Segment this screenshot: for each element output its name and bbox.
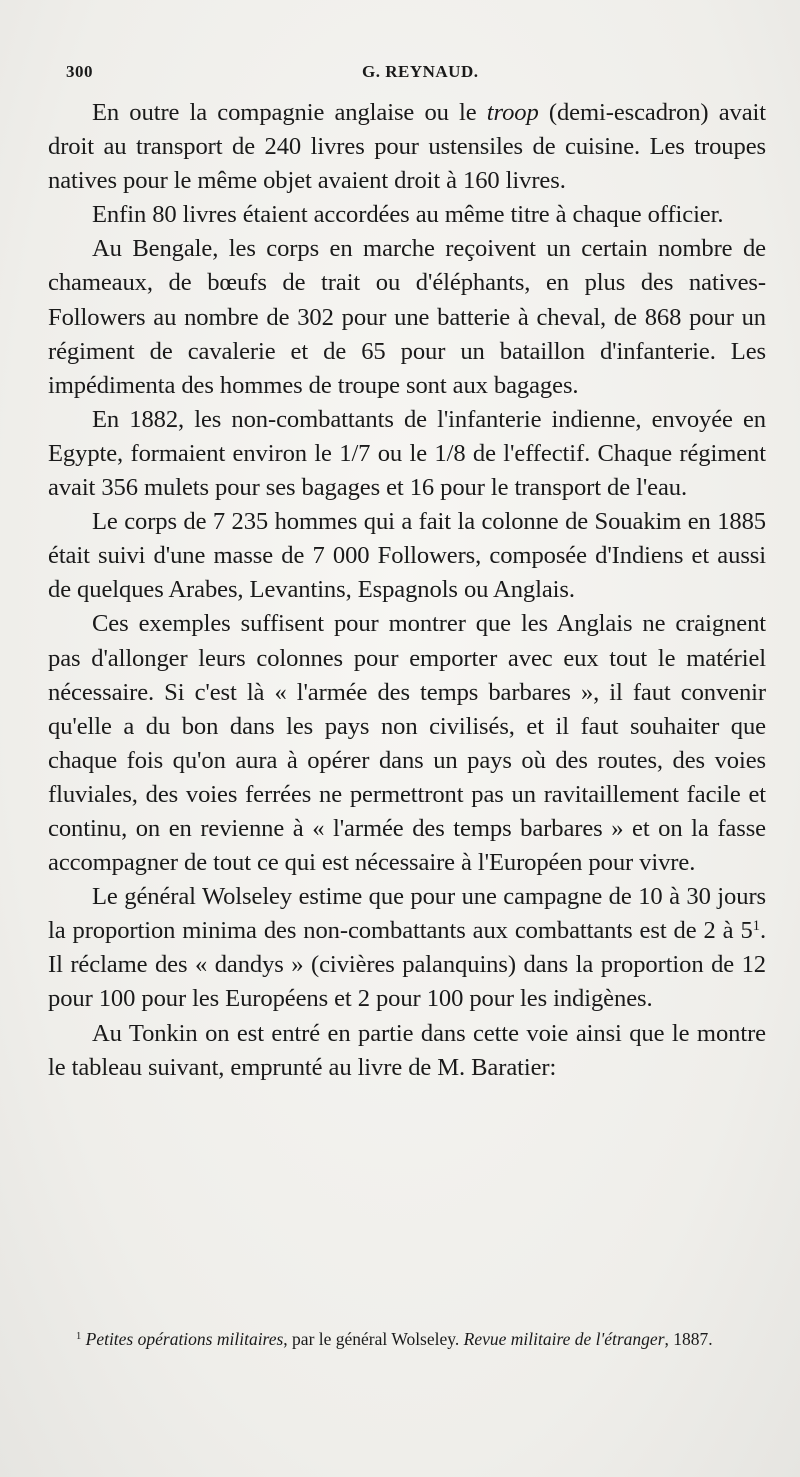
running-head: G. REYNAUD. <box>362 62 479 81</box>
footnotes <box>48 1327 766 1351</box>
paragraph: Le général Wolseley estime que pour une campagne de 10 à 30 jours la proportion minima des non-combattants aux combattants est de 2 à $5^1$. Il réclame des « dandys » (civières palanquins) dans la proportion de 12 pour 100 pour les Européens et 2 pour 100 pour les indigènes. <box>48 883 766 1013</box>
footnote-mark: 1 <box>76 1331 82 1343</box>
paragraph: Au Tonkin on est entré en partie dans cette voie ainsi que le montre le tableau suivant, emprunté au livre de M. Baratier: <box>48 1019 766 1081</box>
body-text <box>48 96 766 1085</box>
page-header <box>66 62 760 88</box>
paragraph: En 1882, les non-combattants de l'infanterie indienne, envoyée en Egypte, formaient environ le 1/7 ou le 1/8 de l'effectif. Chaque régiment avait 356 mulets pour ses bagages et 16 pour le transport de l'eau. <box>48 405 766 502</box>
footnote-journal: Revue militaire de l'étranger <box>463 1329 665 1349</box>
footnote: $^1$ Petites opérations militaires, par le général Wolseley. Revue militaire de l'étranger, 1887. <box>76 1329 713 1349</box>
paragraph: En outre la compagnie anglaise ou le troop (demi-escadron) avait droit au transport de 240 livres pour ustensiles de cuisine. Les troupes natives pour le même objet avaient droit à 160 livres. <box>48 99 766 195</box>
paragraph: Enfin 80 livres étaient accordées au même titre à chaque officier. <box>92 201 724 229</box>
footnote-reference: 1 <box>752 918 760 935</box>
paragraph: Au Bengale, les corps en marche reçoivent un certain nombre de chameaux, de bœufs de trait ou d'éléphants, en plus des natives-Followers au nombre de 302 pour une batterie à cheval, de 868 pour un régiment de cavalerie et de 65 pour un bataillon d'infanterie. Les impédimenta des hommes de troupe sont aux bagages. <box>48 235 766 399</box>
footnote-title: Petites opérations militaires <box>85 1329 284 1349</box>
page-number: 300 <box>66 62 93 81</box>
paragraph: Le corps de 7 235 hommes qui a fait la colonne de Souakim en 1885 était suivi d'une masse de 7 000 Followers, composée d'Indiens et aussi de quelques Arabes, Levantins, Espagnols ou Anglais. <box>48 508 766 604</box>
italic-term: troop <box>486 99 539 126</box>
paragraph: Ces exemples suffisent pour montrer que les Anglais ne craignent pas d'allonger leurs colonnes pour emporter avec eux tout le matériel nécessaire. Si c'est là « l'armée des temps barbares », il faut convenir qu'elle a du bon dans les pays non civilisés, et il faut souhaiter que chaque fois qu'on aura à opérer dans un pays où des routes, des voies fluviales, des voies ferrées ne permettront pas un ravitaillement facile et continu, on en revienne à « l'armée des temps barbares » et on la fasse accompagner de tout ce qui est nécessaire à l'Européen pour vivre. <box>48 610 766 877</box>
